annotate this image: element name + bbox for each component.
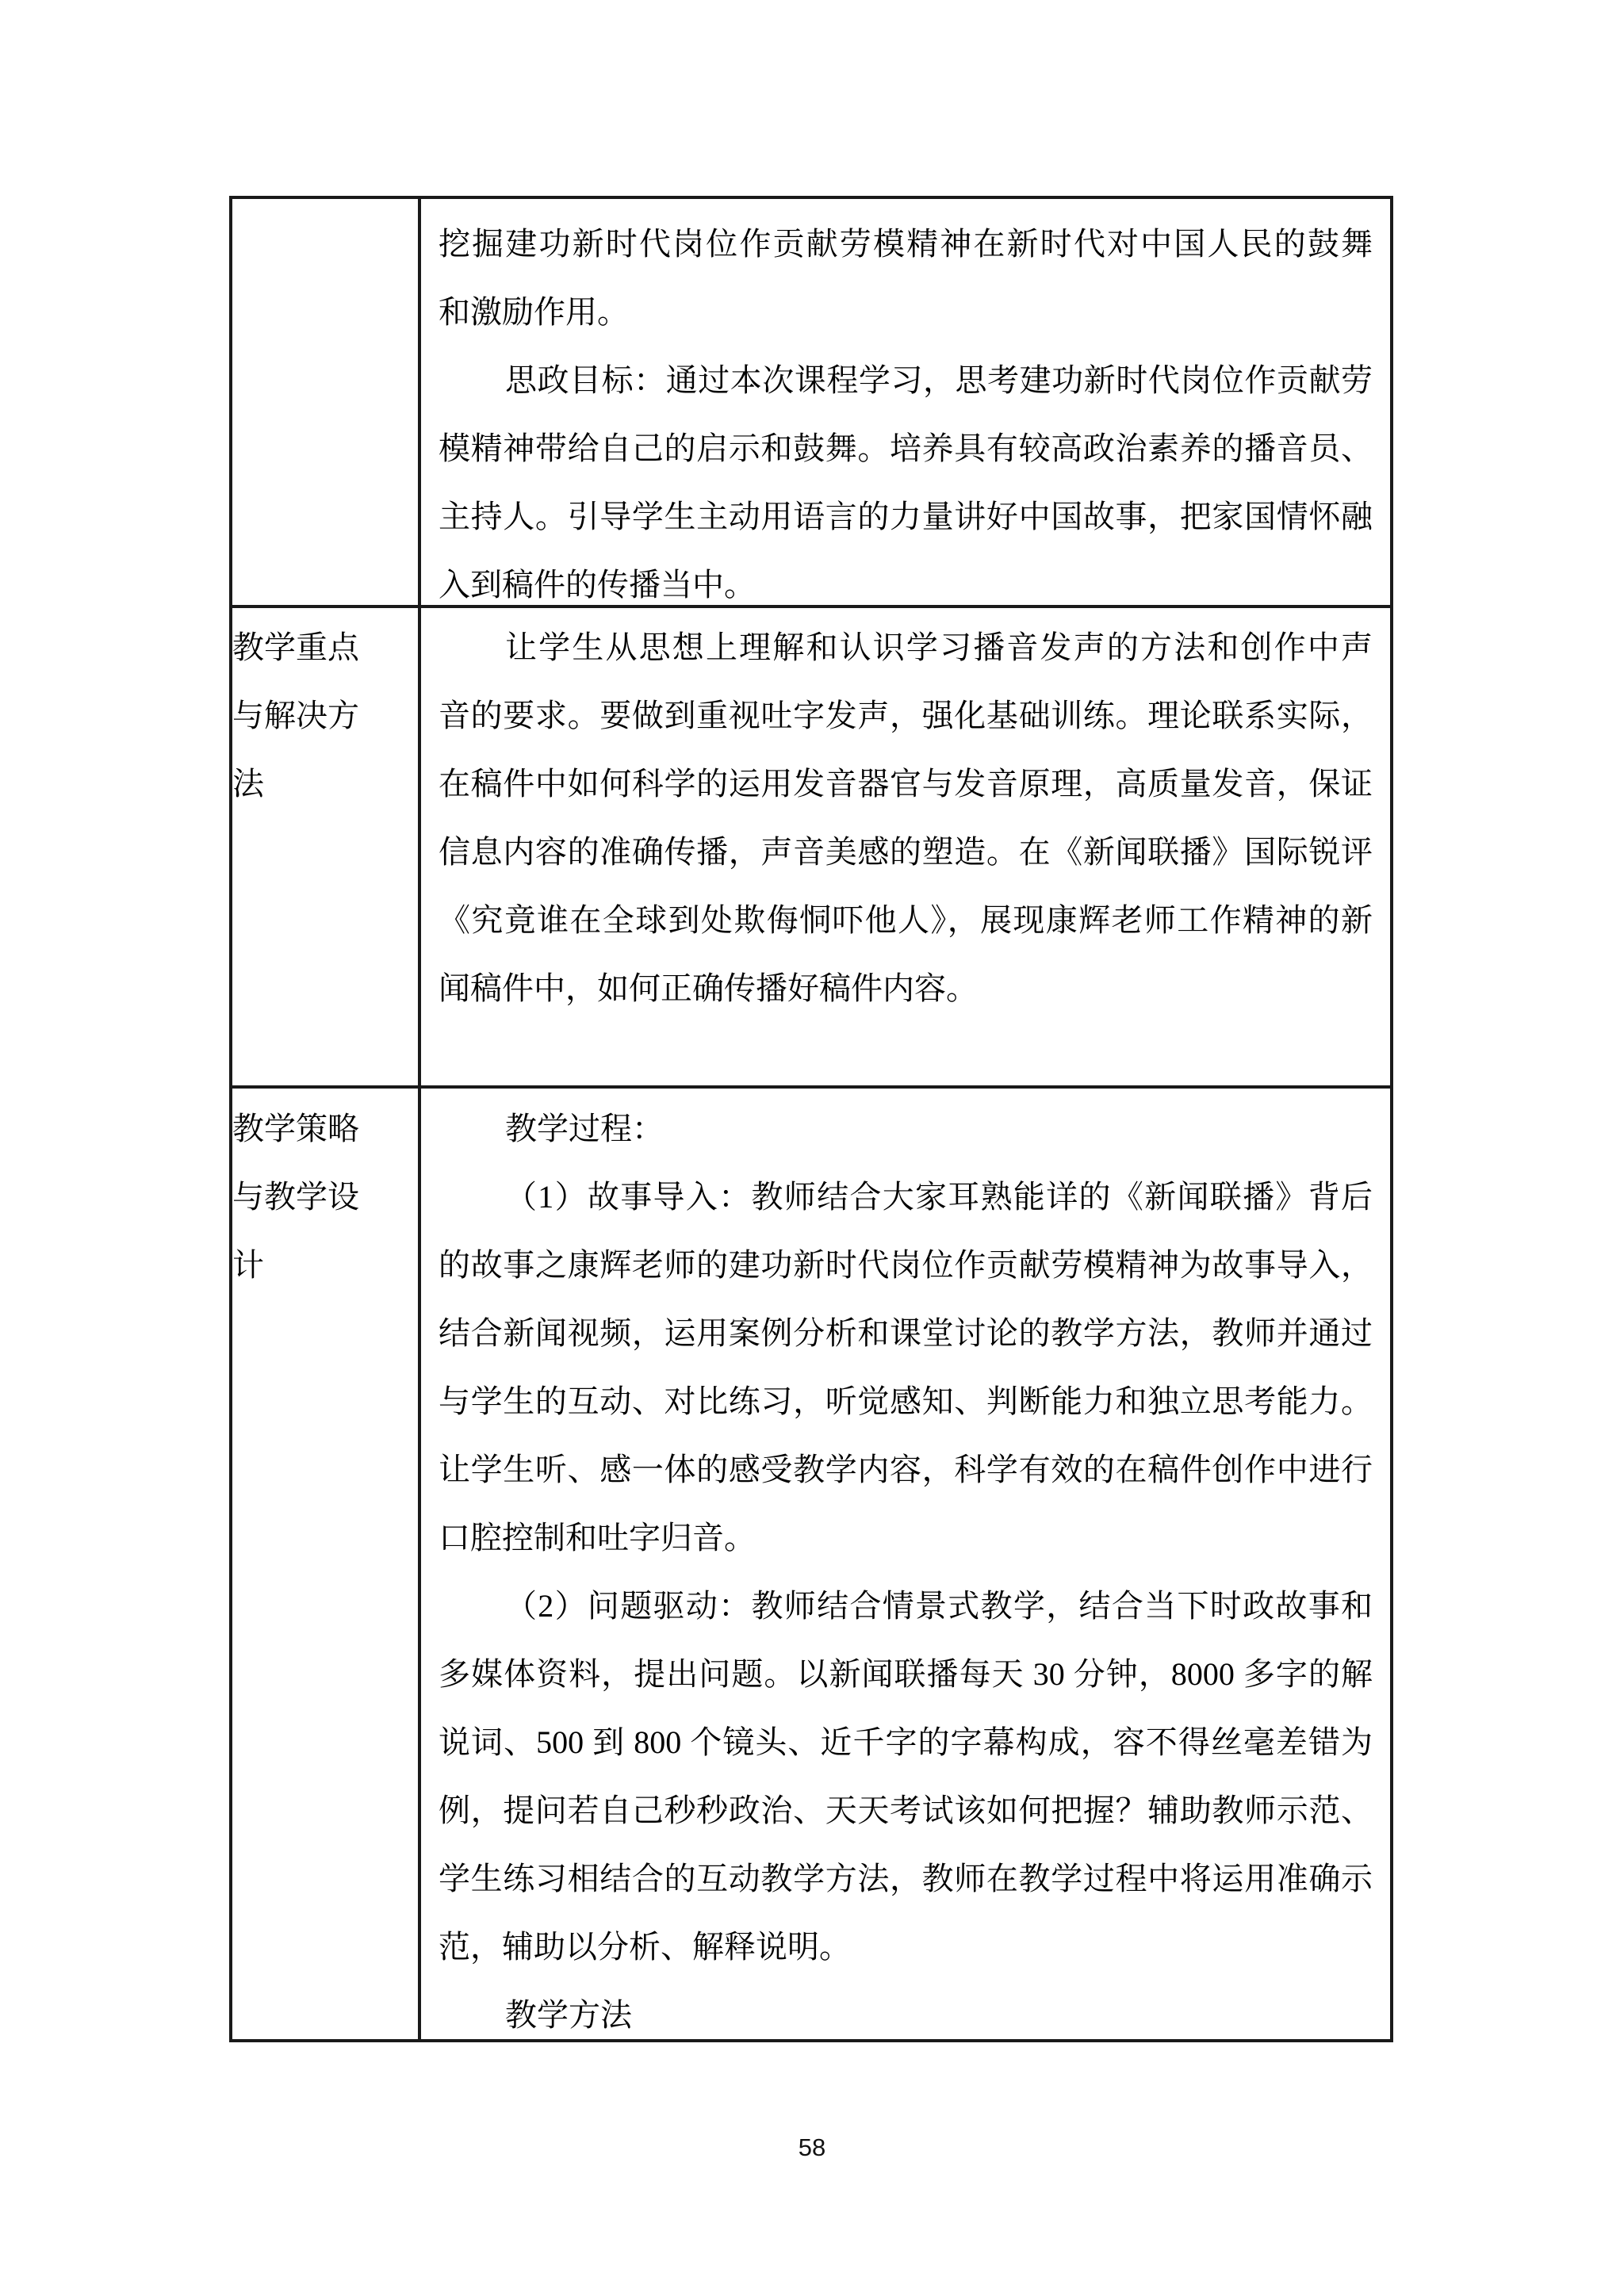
header-line: 法 bbox=[232, 766, 264, 802]
row-header-cell bbox=[232, 1089, 421, 2039]
text-line: 让学生从思想上理解和认识学习播音发声的方法和创作中声 bbox=[505, 629, 1373, 665]
row-header-cell bbox=[232, 608, 421, 1085]
table-row-teaching-key-points bbox=[232, 608, 1390, 1089]
header-line: 与教学设 bbox=[232, 1179, 359, 1215]
text-line: 与学生的互动、对比练习，听觉感知、判断能力和独立思考能力。 bbox=[439, 1383, 1373, 1419]
text-line: 的故事之康辉老师的建功新时代岗位作贡献劳模精神为故事导入， bbox=[439, 1247, 1373, 1283]
text-line: 主持人。引导学生主动用语言的力量讲好中国故事，把家国情怀融 bbox=[439, 499, 1373, 534]
text-line: 多媒体资料，提出问题。以新闻联播每天 30 分钟，8000 多字的解 bbox=[439, 1656, 1373, 1692]
text-line: 教学方法 bbox=[505, 1997, 632, 2033]
table-row-objectives-continuation bbox=[232, 199, 1390, 608]
text-line: 思政目标：通过本次课程学习，思考建功新时代岗位作贡献劳 bbox=[505, 362, 1373, 398]
text-line: 说词、500 到 800 个镜头、近千字的字幕构成，容不得丝毫差错为 bbox=[439, 1724, 1373, 1760]
text-line: 教学过程： bbox=[505, 1111, 664, 1146]
lesson-plan-table bbox=[229, 196, 1393, 2042]
text-line: 入到稿件的传播当中。 bbox=[439, 567, 756, 603]
text-line: 在稿件中如何科学的运用发音器官与发音原理，高质量发音，保证 bbox=[439, 766, 1373, 802]
text-line: 信息内容的准确传播，声音美感的塑造。在《新闻联播》国际锐评 bbox=[439, 834, 1373, 870]
row-content-cell bbox=[421, 608, 1390, 1085]
text-line: 结合新闻视频，运用案例分析和课堂讨论的教学方法，教师并通过 bbox=[439, 1315, 1373, 1351]
text-line: （2）问题驱动：教师结合情景式教学，结合当下时政故事和 bbox=[505, 1588, 1373, 1624]
text-line: 范，辅助以分析、解释说明。 bbox=[439, 1929, 851, 1965]
header-line: 教学重点 bbox=[232, 629, 359, 665]
text-line: 让学生听、感一体的感受教学内容，科学有效的在稿件创作中进行 bbox=[439, 1452, 1373, 1487]
table-row-teaching-strategy-design bbox=[232, 1089, 1390, 2039]
header-line: 与解决方 bbox=[232, 698, 359, 733]
header-line: 教学策略 bbox=[232, 1111, 359, 1146]
text-line: 模精神带给自己的启示和鼓舞。培养具有较高政治素养的播音员、 bbox=[439, 430, 1373, 466]
text-line: 《究竟谁在全球到处欺侮恫吓他人》，展现康辉老师工作精神的新 bbox=[439, 902, 1373, 938]
text-line: 挖掘建功新时代岗位作贡献劳模精神在新时代对中国人民的鼓舞 bbox=[439, 226, 1373, 262]
text-line: 口腔控制和吐字归音。 bbox=[439, 1520, 756, 1556]
text-line: 和激励作用。 bbox=[439, 294, 629, 330]
text-line: 闻稿件中，如何正确传播好稿件内容。 bbox=[439, 970, 978, 1006]
text-line: （1）故事导入：教师结合大家耳熟能详的《新闻联播》背后 bbox=[505, 1179, 1373, 1215]
text-line: 音的要求。要做到重视吐字发声，强化基础训练。理论联系实际， bbox=[439, 698, 1373, 733]
text-line: 学生练习相结合的互动教学方法，教师在教学过程中将运用准确示 bbox=[439, 1861, 1373, 1896]
text-line: 例，提问若自己秒秒政治、天天考试该如何把握？辅助教师示范、 bbox=[439, 1793, 1373, 1828]
row-header-cell bbox=[232, 199, 421, 605]
row-content-cell bbox=[421, 1089, 1390, 2039]
header-line: 计 bbox=[232, 1247, 264, 1283]
page-number: 58 bbox=[798, 2133, 826, 2161]
row-content-cell bbox=[421, 199, 1390, 605]
